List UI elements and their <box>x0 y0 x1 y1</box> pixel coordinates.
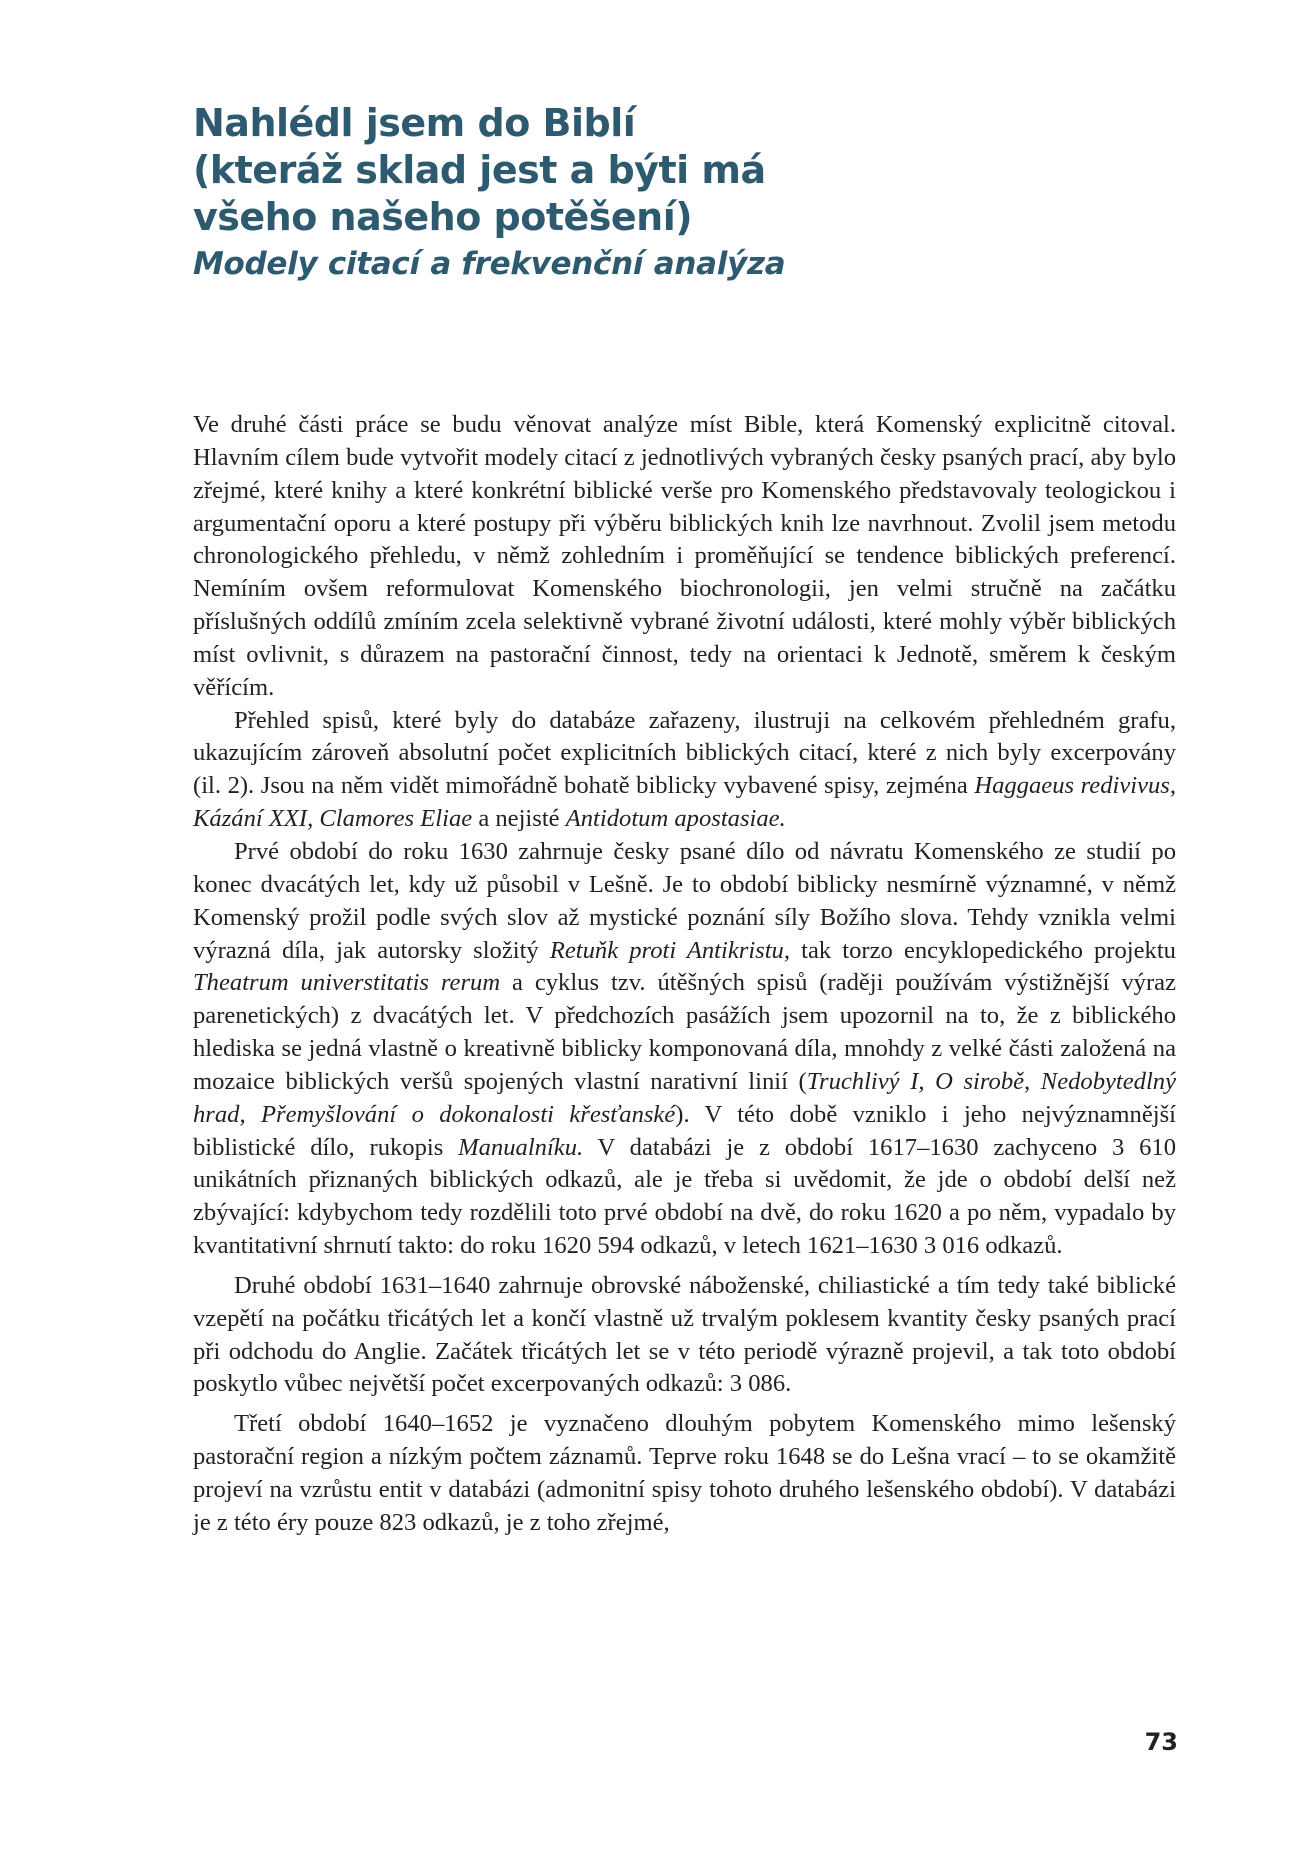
paragraph-text: a cyklus tzv. útěšných spisů (raději používám výstižnější výraz parenetických) z dvacátých let. V předchozích pasážích jsem upozornil na to, že z biblického hlediska se jedná vlastně o kreativně biblicky komponovaná díla, mnohdy z velké části založená na mozaice biblických veršů spojených vlastní narativní linií ( <box>193 969 1176 1095</box>
work-title: Theatrum universtitatis rerum <box>193 969 501 997</box>
work-title: Haggaeus redivivus, Kázání XXI, Clamores Eliae <box>193 772 1177 833</box>
paragraph-text: Přehled spisů, které byly do databáze zařazeny, ilustruji na celkovém přehledném grafu, ukazujícím zároveň absolutní počet explicitních biblických citací, které z nich byly excerpovány (il. 2). Jsou na něm vidět mimořádně bohatě biblicky vybavené spisy, zejména <box>193 706 1176 800</box>
chapter-title-line: (kteráž sklad jest a býti má <box>193 148 766 192</box>
chapter-title-line: Nahlédl jsem do Biblí <box>193 101 636 145</box>
work-title: Antidotum apostasiae. <box>565 805 786 833</box>
paragraph <box>193 1408 1176 1539</box>
page-number: 73 <box>1144 1728 1178 1756</box>
chapter-subtitle: Modely citací a frekvenční analýza <box>193 246 786 282</box>
paragraph <box>193 409 1176 705</box>
chapter-title-line: všeho našeho potěšení) <box>193 195 693 239</box>
chapter-heading <box>193 100 1193 287</box>
paragraph <box>193 836 1176 1263</box>
work-title: Truchlivý I, O sirobě, Nedobytedlný hrad, Přemyšlování o dokonalosti křesťanské <box>193 1067 1177 1128</box>
work-title: Retuňk proti Antikristu, <box>549 936 790 964</box>
paragraph-text: Druhé období 1631–1640 zahrnuje obrovské náboženské, chiliastické a tím tedy také biblické vzepětí na počátku třicátých let a končí vlastně už trvalým poklesem kvantity česky psaných prací při odchodu do Anglie. Začátek třicátých let se v této periodě výrazně projevil, a tak toto období poskytlo vůbec největší počet excerpovaných odkazů: 3 086. <box>193 1271 1176 1398</box>
paragraph-text: Ve druhé části práce se budu věnovat analýze míst Bible, která Komenský explicitně citoval. Hlavním cílem bude vytvořit modely citací z jednotlivých vybraných česky psaných prací, aby bylo zřejmé, které knihy a které konkrétní biblické verše pro Komenského představovaly teologickou i argumentační oporu a které postupy při výběru biblických knih lze navrhnout. Zvolil jsem metodu chronologického přehledu, v němž zohledním i proměňující se tendence biblických preferencí. Nemíním ovšem reformulovat Komenského biochronologii, jen velmi stručně na začátku příslušných oddílů zmíním zcela selektivně vybrané životní události, které mohly výběr biblických míst ovlivnit, s důrazem na pastorační činnost, tedy na orientaci k Jednotě, směrem k českým věřícím. <box>193 411 1176 701</box>
paragraph <box>193 1270 1176 1401</box>
paragraph-text: ). V této době vzniklo i jeho nejvýznamnější biblistické dílo, rukopis <box>193 1100 1176 1161</box>
paragraph-text: Prvé období do roku 1630 zahrnuje česky psané dílo od návratu Komenského ze studií po konec dvacátých let, kdy už působil v Lešně. Je to období biblicky nesmírně významné, v němž Komenský prožil podle svých slov až mystické poznání síly Božího slova. Tehdy vznikla velmi výrazná díla, jak autorsky složitý <box>193 837 1176 964</box>
paragraph <box>193 705 1176 836</box>
body-text <box>193 409 1176 1540</box>
paragraph-text: a nejisté <box>472 805 566 833</box>
paragraph-text: Třetí období 1640–1652 je vyznačeno dlouhým pobytem Komenského mimo lešenský pastorační region a nízkým počtem záznamů. Teprve roku 1648 se do Lešna vrací – to se okamžitě projeví na vzrůstu entit v databázi (admonitní spisy tohoto druhého lešenského období). V databázi je z této éry pouze 823 odkazů, je z toho zřejmé, <box>193 1410 1176 1536</box>
paragraph-text: tak torzo encyklopedického projektu <box>790 936 1176 964</box>
work-title: Manualníku. <box>458 1133 584 1161</box>
paragraph-text: V databázi je z období 1617–1630 zachyceno 3 610 unikátních přiznaných biblických odkazů, ale je třeba si uvědomit, že jde o období delší než zbývající: kdybychom tedy rozdělili toto prvé období na dvě, do roku 1620 a po něm, vypadalo by kvantitativní shrnutí takto: do roku 1620 594 odkazů, v letech 1621–1630 3 016 odkazů. <box>193 1133 1176 1260</box>
